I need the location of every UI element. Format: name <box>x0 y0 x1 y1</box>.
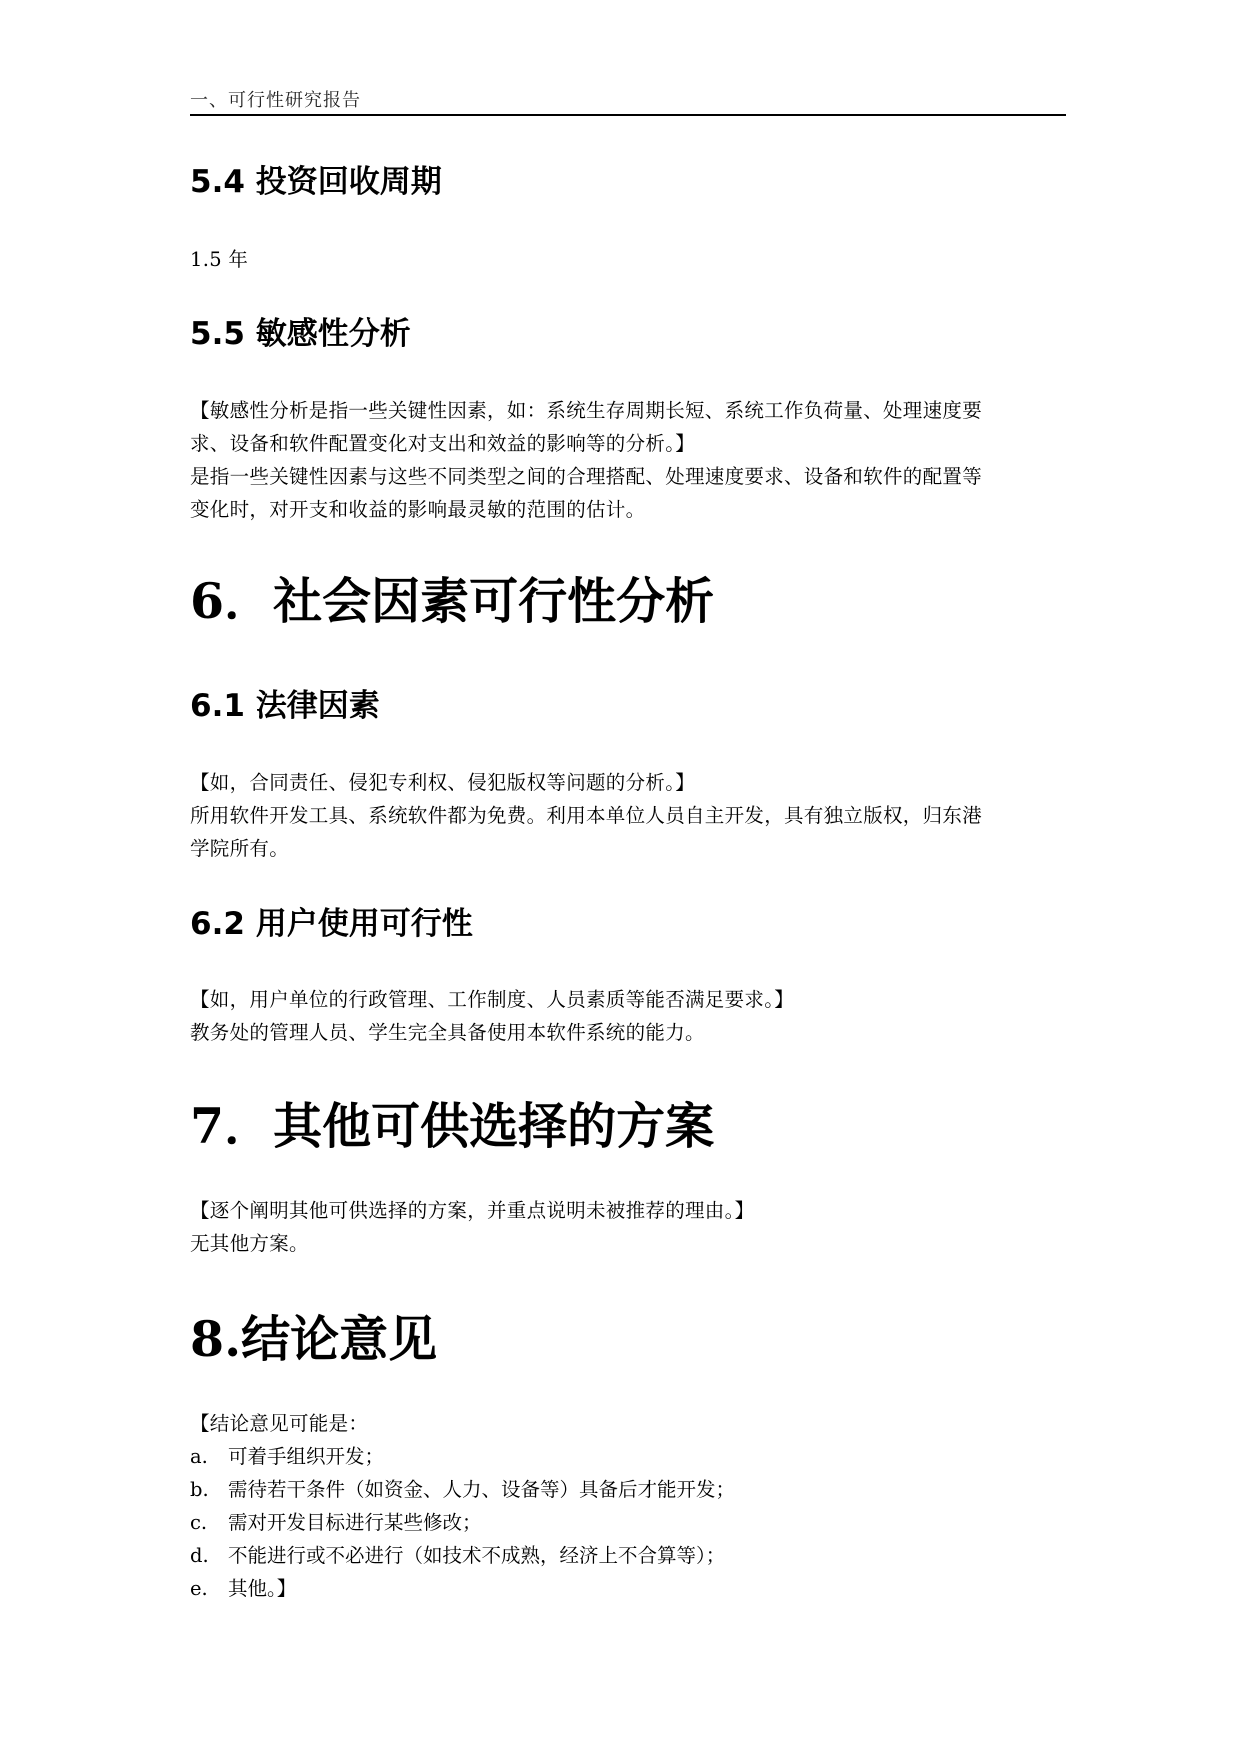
list-item <box>190 1572 1066 1605</box>
list-marker: d. <box>190 1544 209 1567</box>
section-5-4 <box>190 162 1066 202</box>
list-marker: b. <box>190 1478 209 1501</box>
list-item-text: 可着手组织开发； <box>228 1445 385 1468</box>
section-6-2-heading: 6.2 用户使用可行性 <box>190 906 473 942</box>
sensitivity-body-line-1: 是指一些关键性因素与这些不同类型之间的合理搭配、处理速度要求、设备和软件的配置等 <box>190 465 983 488</box>
section-5-5-body <box>190 394 1066 526</box>
section-7-body <box>190 1194 1066 1260</box>
conclusion-options-list <box>190 1440 1066 1605</box>
legal-body-line-1: 所用软件开发工具、系统软件都为免费。利用本单位人员自主开发，具有独立版权，归东港 <box>190 804 983 827</box>
list-marker: e. <box>190 1577 208 1600</box>
alternatives-body: 无其他方案。 <box>190 1232 309 1255</box>
sensitivity-body-line-2: 变化时，对开支和收益的影响最灵敏的范围的估计。 <box>190 498 646 521</box>
section-5-5 <box>190 314 1066 354</box>
usability-body: 教务处的管理人员、学生完全具备使用本软件系统的能力。 <box>190 1021 705 1044</box>
legal-body-line-2: 学院所有。 <box>190 837 290 860</box>
document-page <box>190 0 1066 1754</box>
section-5-4-body <box>190 243 1066 276</box>
section-7-heading: 7．其他可供选择的方案 <box>190 1097 715 1155</box>
header-rule <box>190 114 1066 116</box>
list-marker: a. <box>190 1445 208 1468</box>
payback-period-value: 1.5 年 <box>190 248 249 271</box>
section-6-1-heading: 6.1 法律因素 <box>190 688 380 724</box>
section-6-2 <box>190 904 1066 944</box>
section-7 <box>190 1096 1066 1156</box>
section-6 <box>190 571 1066 631</box>
running-header: 一、可行性研究报告 <box>190 90 361 111</box>
section-8-body <box>190 1407 1066 1605</box>
section-8-heading: 8.结论意见 <box>190 1310 438 1368</box>
section-6-2-body <box>190 983 1066 1049</box>
section-5-4-heading: 5.4 投资回收周期 <box>190 164 442 200</box>
list-marker: c. <box>190 1511 208 1534</box>
section-5-5-heading: 5.5 敏感性分析 <box>190 316 411 352</box>
section-6-1-body <box>190 766 1066 865</box>
alternatives-note: 【逐个阐明其他可供选择的方案，并重点说明未被推荐的理由。】 <box>190 1199 755 1222</box>
section-8 <box>190 1309 1066 1369</box>
list-item <box>190 1506 1066 1539</box>
legal-note: 【如，合同责任、侵犯专利权、侵犯版权等问题的分析。】 <box>190 771 696 794</box>
list-item <box>190 1539 1066 1572</box>
list-item <box>190 1473 1066 1506</box>
usability-note: 【如，用户单位的行政管理、工作制度、人员素质等能否满足要求。】 <box>190 988 795 1011</box>
list-item-text: 不能进行或不必进行（如技术不成熟，经济上不合算等）； <box>228 1544 726 1567</box>
section-6-heading: 6．社会因素可行性分析 <box>190 572 715 630</box>
list-item <box>190 1440 1066 1473</box>
list-item-text: 需待若干条件（如资金、人力、设备等）具备后才能开发； <box>228 1478 736 1501</box>
list-item-text: 需对开发目标进行某些修改； <box>228 1511 482 1534</box>
conclusion-intro: 【结论意见可能是： <box>190 1412 369 1435</box>
list-item-text: 其他。】 <box>228 1577 297 1600</box>
section-6-1 <box>190 686 1066 726</box>
sensitivity-note-line-1: 【敏感性分析是指一些关键性因素，如：系统生存周期长短、系统工作负荷量、处理速度要 <box>190 399 983 422</box>
sensitivity-note-line-2: 求、设备和软件配置变化对支出和效益的影响等的分析。】 <box>190 432 696 455</box>
